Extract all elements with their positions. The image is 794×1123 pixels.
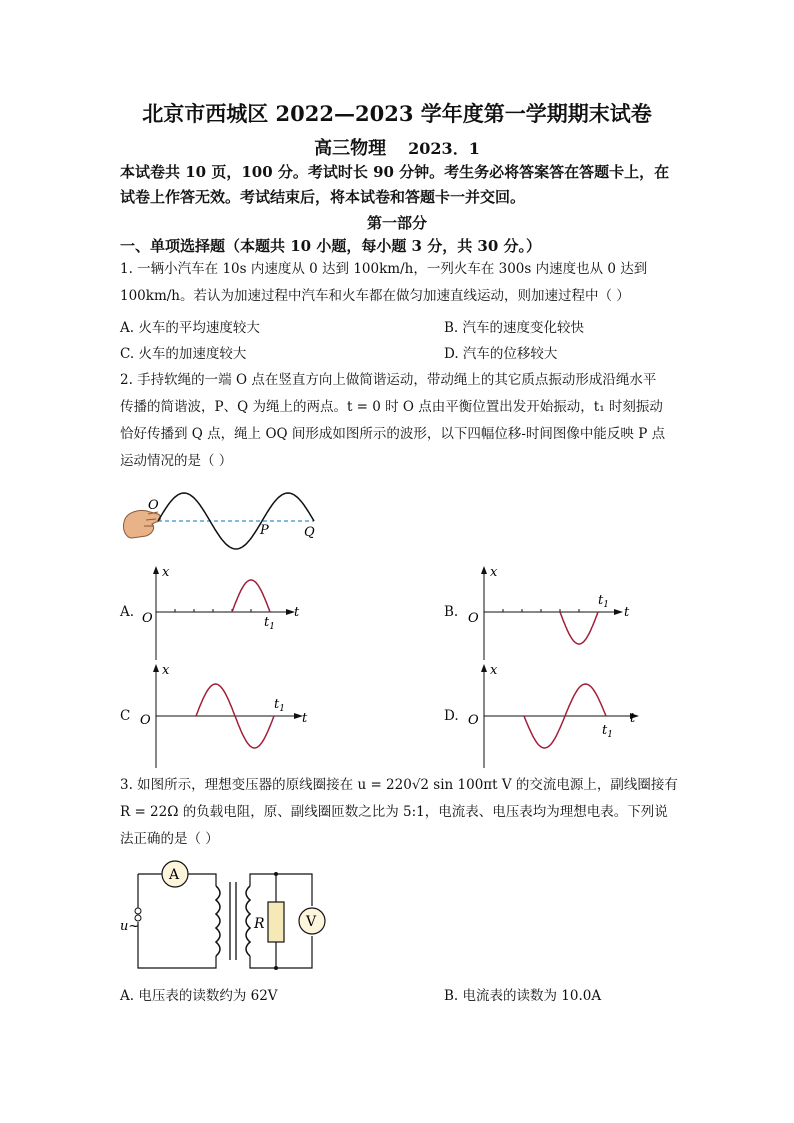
secondary-coil — [246, 886, 250, 956]
origin-label: O — [468, 611, 479, 626]
svg-text:V: V — [306, 914, 317, 930]
resistor-icon — [268, 902, 284, 942]
point-o-label: O — [148, 498, 159, 513]
t1-label: $t_1$ — [264, 615, 275, 632]
q1-option-b: B. 汽车的速度变化较快 — [444, 320, 585, 336]
t1-label: $t_1$ — [274, 697, 285, 714]
origin-label: O — [468, 713, 479, 728]
question-line: 3. 如图所示，理想变压器的原线圈接在 u = 220√2 sin 100πt V 的交流电源上，副线圈接有 — [120, 777, 678, 793]
source-label: u~ — [120, 919, 140, 934]
origin-label: O — [142, 611, 153, 626]
question-line: 法正确的是（ ） — [120, 831, 219, 847]
q2-option-d-label: D. — [444, 708, 459, 724]
graph-a — [138, 564, 298, 664]
question-1 — [120, 256, 680, 310]
exam-date: 2023．1 — [408, 139, 480, 158]
transformer-circuit — [116, 856, 336, 976]
question-line: 恰好传播到 Q 点，绳上 OQ 间形成如图所示的波形，以下四幅位移-时间图像中能反映 P 点 — [120, 426, 666, 442]
x-axis-label: x — [490, 663, 498, 678]
exam-title: 北京市西城区 2022—2023 学年度第一学期期末试卷 — [142, 101, 652, 126]
ammeter-icon — [162, 861, 188, 887]
x-axis-label: x — [162, 663, 170, 678]
question-line: 1. 一辆小汽车在 10s 内速度从 0 达到 100km/h，一列火车在 300s 内速度也从 0 达到 — [120, 261, 648, 277]
graph-b — [466, 564, 630, 664]
q1-option-c: C. 火车的加速度较大 — [120, 346, 247, 362]
part-title: 第一部分 — [366, 214, 427, 232]
x-axis-label: x — [162, 565, 170, 580]
graph-d — [466, 662, 646, 772]
question-line: R = 22Ω 的负载电阻，原、副线圈匝数之比为 5:1，电流表、电压表均为理想电表。下列说 — [120, 804, 668, 820]
q3-option-b: B. 电流表的读数为 10.0A — [444, 988, 602, 1004]
subject: 高三物理 — [314, 138, 387, 159]
resistor-label: R — [254, 916, 265, 932]
primary-coil — [216, 886, 220, 956]
t1-label: $t_1$ — [598, 593, 609, 610]
rope-wave-figure — [118, 484, 338, 554]
question-line: 运动情况的是（ ） — [120, 453, 233, 469]
question-3 — [120, 772, 680, 853]
question-line: 传播的简谐波，P、Q 为绳上的两点。t = 0 时 O 点由平衡位置出发开始振动，t₁ 时刻振动 — [120, 399, 663, 415]
q2-option-c-label: C — [120, 708, 131, 724]
q3-option-a: A. 电压表的读数约为 62V — [120, 988, 278, 1004]
t-axis-label: t — [294, 605, 300, 620]
question-line: 2. 手持软绳的一端 O 点在竖直方向上做简谐运动，带动绳上的其它质点振动形成沿绳水平 — [120, 372, 657, 388]
t-axis-label: t — [624, 605, 630, 620]
question-line: 100km/h。若认为加速过程中汽车和火车都在做匀加速直线运动，则加速过程中（ ） — [120, 288, 630, 304]
point-q-label: Q — [304, 525, 315, 540]
t-axis-label: t — [302, 711, 308, 726]
section-title: 一、单项选择题（本题共 10 小题，每小题 3 分，共 30 分。） — [120, 237, 542, 255]
svg-text:A: A — [169, 867, 180, 883]
exam-instructions — [120, 160, 680, 210]
voltmeter-icon — [299, 908, 325, 934]
point-p-label: P — [260, 523, 269, 538]
q2-option-a-label: A. — [120, 604, 135, 620]
q1-option-a: A. 火车的平均速度较大 — [120, 320, 260, 336]
hand-icon — [123, 510, 160, 538]
t1-label: $t_1$ — [602, 723, 613, 740]
q2-option-b-label: B. — [444, 604, 459, 620]
instructions-line: 试卷上作答无效。考试结束后，将本试卷和答题卡一并交回。 — [120, 188, 526, 206]
instructions-line: 本试卷共 10 页，100 分。考试时长 90 分钟。考生务必将答案答在答题卡上，在 — [120, 163, 670, 181]
x-axis-label: x — [490, 565, 498, 580]
question-2 — [120, 367, 680, 475]
t-axis-label: t — [630, 711, 636, 726]
graph-c — [138, 662, 308, 772]
exam-subtitle — [0, 134, 794, 160]
q1-option-d: D. 汽车的位移较大 — [444, 346, 558, 362]
origin-label: O — [140, 713, 151, 728]
